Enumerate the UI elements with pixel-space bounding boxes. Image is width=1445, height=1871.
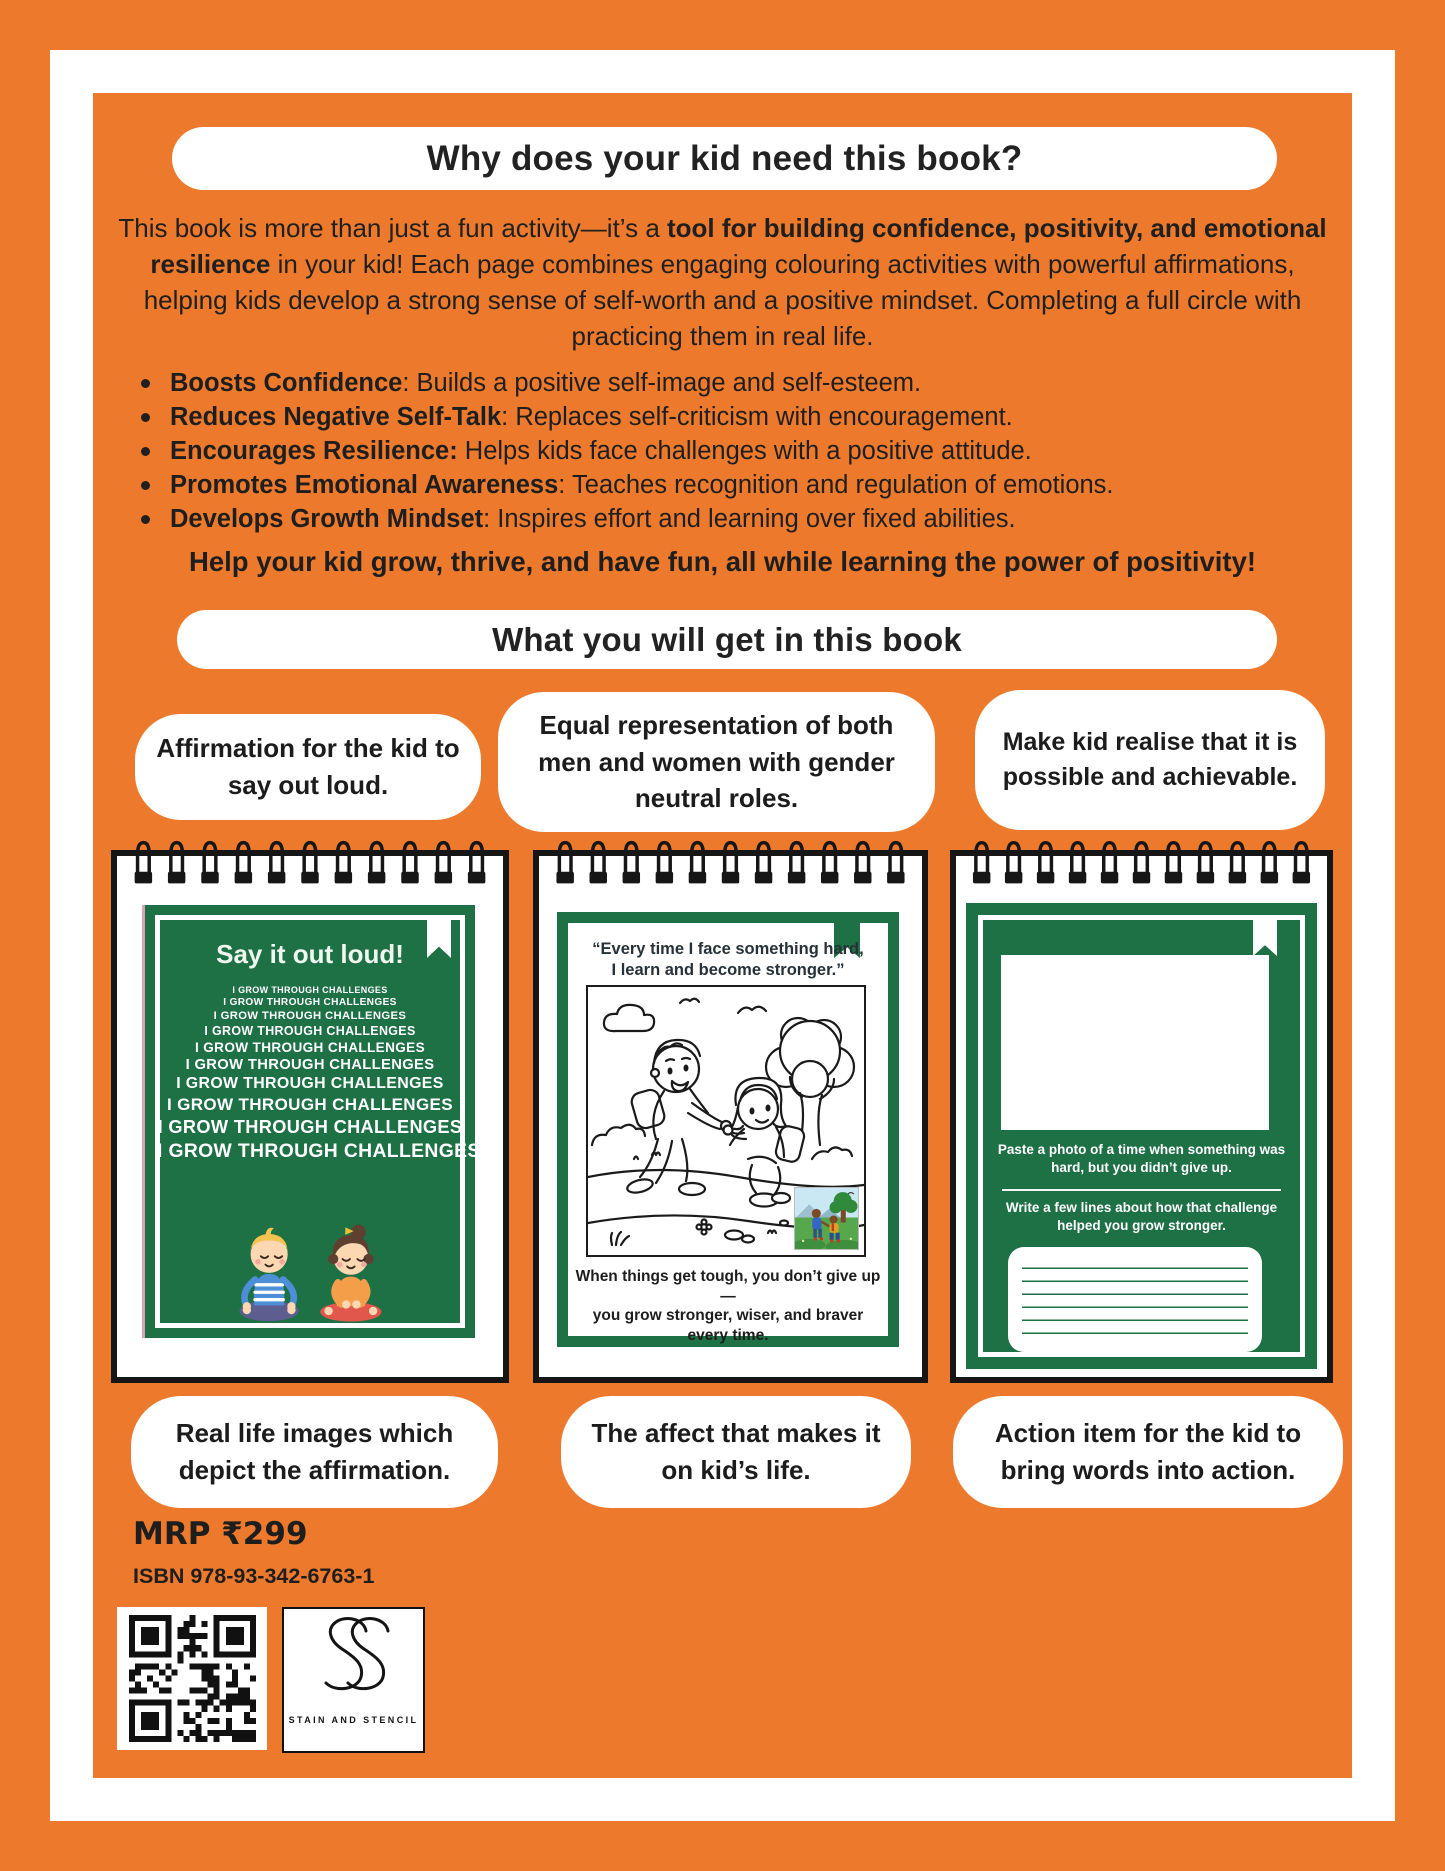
write-caption-line-2: helped you grow stronger. xyxy=(1057,1218,1226,1233)
colouring-page-frame xyxy=(557,912,899,1347)
benefit-item xyxy=(137,468,1327,502)
ruled-lines xyxy=(1022,1256,1248,1343)
callout-possible-text: Make kid realise that it is possible and achievable. xyxy=(1002,727,1298,791)
quote-line-2: I learn and become stronger.” xyxy=(611,961,845,979)
affirmation-line: I GROW THROUGH CHALLENGES xyxy=(185,1057,435,1073)
quote-line-1: “Every time I face something hard, xyxy=(592,940,864,958)
qr-code xyxy=(117,1607,267,1750)
colouring-caption xyxy=(568,1267,888,1345)
benefit-item xyxy=(137,400,1327,434)
section-title-get: What you will get in this book xyxy=(492,620,962,658)
section-title-pill-why xyxy=(172,127,1277,190)
benefit-text: Encourages Resilience: Helps kids face challenges with a positive attitude. xyxy=(170,437,1032,465)
affirmation-line: I GROW THROUGH CHALLENGES xyxy=(223,997,397,1008)
intro-segment: in your kid! Each page combines engaging colouring activities with powerful affirmations, helping kids develop a strong sense of self-worth and a positive mindset. Completing a full circle with practicing them in real life. xyxy=(143,249,1302,351)
photo-caption xyxy=(988,1141,1295,1177)
write-caption-line-1: Write a few lines about how that challenge xyxy=(1005,1200,1278,1215)
affirmation-lines xyxy=(157,983,481,1165)
benefit-text: Boosts Confidence: Builds a positive self-image and self-esteem. xyxy=(170,369,922,397)
spiral-binding-icon xyxy=(539,840,922,888)
benefit-text: Develops Growth Mindset: Inspires effort and learning over fixed abilities. xyxy=(170,505,1016,533)
affirmation-line: I GROW THROUGH CHALLENGES xyxy=(167,1095,453,1114)
bullet-dot-icon xyxy=(141,379,150,388)
caption-line-2: you grow stronger, wiser, and braver xyxy=(592,1307,864,1324)
photo-caption-line-1: Paste a photo of a time when something was xyxy=(997,1142,1286,1157)
caption-line-1: When things get tough, you don’t give up— xyxy=(575,1268,881,1305)
price-text: MRP ₹299 xyxy=(133,1516,308,1552)
bookmark-ribbon-icon xyxy=(1253,920,1277,956)
section-title-pill-get xyxy=(177,610,1277,669)
logo-monogram-icon xyxy=(306,1609,402,1713)
affirmation-line: I GROW THROUGH CHALLENGES xyxy=(176,1075,444,1092)
spiral-binding-icon xyxy=(956,840,1327,888)
affirmation-line: I GROW THROUGH CHALLENGES xyxy=(157,1117,463,1137)
intro-bold-segment: tool for building confidence, positivity, and emotional resilience xyxy=(150,213,1327,279)
isbn-text: ISBN 978-93-342-6763-1 xyxy=(133,1564,375,1588)
section-title-why: Why does your kid need this book? xyxy=(426,138,1023,178)
divider-line xyxy=(1002,1189,1281,1191)
benefit-text: Reduces Negative Self-Talk: Replaces self-criticism with encouragement. xyxy=(170,403,1013,431)
benefit-item xyxy=(137,434,1327,468)
benefit-item xyxy=(137,502,1327,536)
spiral-binding-icon xyxy=(117,840,503,888)
photo-placeholder xyxy=(1001,955,1269,1130)
qr-code-pattern xyxy=(129,1615,256,1742)
bullet-dot-icon xyxy=(141,515,150,524)
affirmation-line: I GROW THROUGH CHALLENGES xyxy=(213,1010,407,1022)
intro-segment: This book is more than just a fun activity—it’s a xyxy=(118,213,667,243)
notebook-colouring-page xyxy=(533,850,928,1383)
affirmation-line: I GROW THROUGH CHALLENGES xyxy=(232,985,388,995)
colouring-line-art xyxy=(586,985,866,1257)
write-caption xyxy=(988,1199,1295,1235)
callout-action-item xyxy=(953,1396,1343,1508)
affirmation-quote xyxy=(568,939,888,981)
callout-equal-representation-text: Equal representation of both men and women with gender neutral roles. xyxy=(538,709,895,814)
benefit-item xyxy=(137,366,1327,400)
bullet-dot-icon xyxy=(141,481,150,490)
meditating-kids-illustration xyxy=(218,1220,403,1324)
benefits-list xyxy=(137,366,1327,536)
affirmation-green-page xyxy=(145,905,481,1338)
bullet-dot-icon xyxy=(141,447,150,456)
callout-real-life-text: Real life images which depict the affirmation. xyxy=(175,1418,454,1485)
callout-affirmation-text: Affirmation for the kid to say out loud. xyxy=(156,733,460,800)
callout-action-item-text: Action item for the kid to bring words into action. xyxy=(994,1418,1302,1485)
publisher-logo xyxy=(282,1607,425,1753)
publisher-name: STAIN AND STENCIL xyxy=(288,1715,419,1725)
notebook-action-page xyxy=(950,850,1333,1383)
callout-affirmation xyxy=(135,714,481,820)
callout-real-life xyxy=(131,1396,498,1508)
photo-caption-line-2: hard, but you didn’t give up. xyxy=(1051,1160,1232,1175)
callout-affect xyxy=(561,1396,911,1508)
notebook-affirmation-page xyxy=(111,850,509,1383)
say-it-out-loud-title: Say it out loud! xyxy=(216,939,404,969)
affirmation-line: I GROW THROUGH CHALLENGES xyxy=(194,1040,426,1055)
affirmation-line: I GROW THROUGH CHALLENGES xyxy=(157,1140,481,1162)
intro-paragraph xyxy=(115,210,1330,354)
callout-affect-text: The affect that makes it on kid’s life. xyxy=(591,1418,881,1485)
action-green-page xyxy=(966,903,1317,1369)
cta-text: Help your kid grow, thrive, and have fun, all while learning the power of positivity! xyxy=(188,546,1257,577)
callout-possible xyxy=(975,690,1325,830)
affirmation-line: I GROW THROUGH CHALLENGES xyxy=(204,1024,416,1038)
callout-equal-representation xyxy=(498,692,935,832)
writing-lines-box xyxy=(1008,1247,1262,1352)
coloured-thumbnail xyxy=(794,1187,859,1250)
benefit-text: Promotes Emotional Awareness: Teaches recognition and regulation of emotions. xyxy=(170,471,1114,499)
bullet-dot-icon xyxy=(141,413,150,422)
caption-line-3: every time. xyxy=(687,1326,769,1344)
